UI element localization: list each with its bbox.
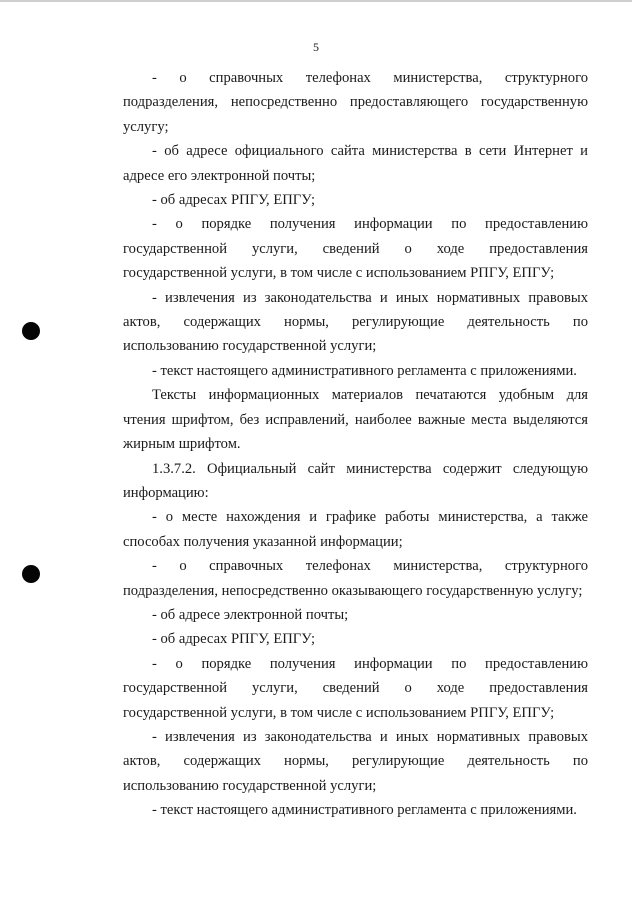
paragraph: - об адресе электронной почты; [152,606,349,623]
paragraph: - о справочных телефонах министерства, структурного подразделения, непосредственно оказывающего государственную услугу; [123,558,588,599]
paragraph: - текст настоящего административного регламента с приложениями. [152,802,577,819]
page-number: 5 [313,40,319,54]
paragraph: 1.3.7.2. Официальный сайт министерства содержит следующую информацию: [123,460,588,501]
scan-edge-line [0,0,632,2]
paragraph: - о справочных телефонах министерства, структурного подразделения, непосредственно предоставляющего государственную услугу; [123,70,588,135]
paragraph: Тексты информационных материалов печатаются удобным для чтения шрифтом, без исправлений, наиболее важные места выделяются жирным шрифтом. [123,387,588,453]
punch-hole-mark [22,565,40,583]
paragraph: - об адресах РПГУ, ЕПГУ; [152,631,316,648]
paragraph: - о месте нахождения и графике работы министерства, а также способах получения указанной информации; [123,509,588,550]
document-body [123,66,588,823]
paragraph: - об адресе официального сайта министерства в сети Интернет и адресе его электронной почты; [123,143,588,184]
paragraph: - о порядке получения информации по предоставлению государственной услуги, сведений о ходе предоставления государственной услуги, в том числе с использованием РПГУ, ЕПГУ; [123,216,588,282]
paragraph: - об адресах РПГУ, ЕПГУ; [152,192,316,209]
paragraph: - извлечения из законодательства и иных нормативных правовых актов, содержащих нормы, регулирующие деятельность по использованию государственной услуги; [123,289,588,355]
punch-hole-mark [22,322,40,340]
paragraph: - о порядке получения информации по предоставлению государственной услуги, сведений о ходе предоставления государственной услуги, в том числе с использованием РПГУ, ЕПГУ; [123,655,588,721]
paragraph: - извлечения из законодательства и иных нормативных правовых актов, содержащих нормы, регулирующие деятельность по использованию государственной услуги; [123,728,588,794]
paragraph: - текст настоящего административного регламента с приложениями. [152,362,577,379]
